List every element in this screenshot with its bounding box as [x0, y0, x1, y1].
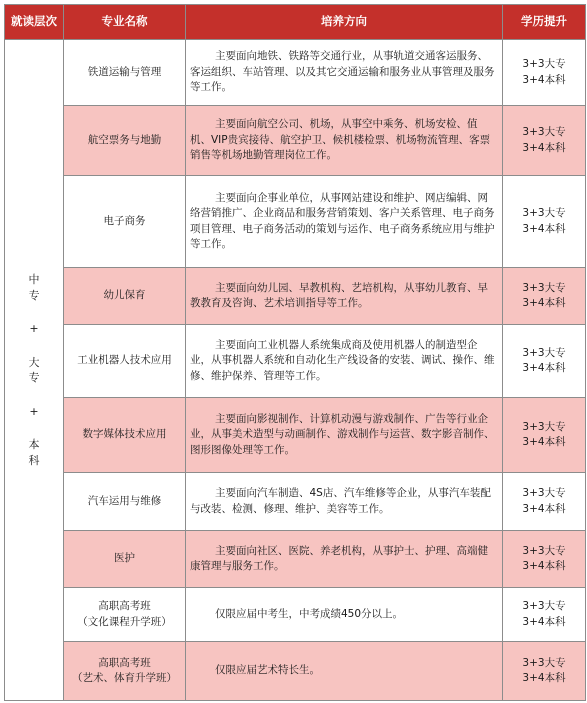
direction-cell	[186, 473, 503, 531]
edu-line: 3+4本科	[522, 502, 566, 515]
edu-line: 3+4本科	[522, 672, 566, 684]
major-name: 数字媒体技术应用	[82, 428, 167, 441]
edu-line: 3+4本科	[522, 362, 566, 374]
edu-line: 3+3大专	[522, 58, 566, 70]
edu-line: 3+3大专	[522, 544, 566, 557]
major-name-cell	[64, 473, 186, 531]
direction-cell	[186, 268, 503, 325]
education-cell	[503, 176, 586, 268]
direction-text: 主要面向航空公司、机场，从事空中乘务、机场安检、值机、VIP贵宾接待、航空护卫、候机楼检票、机场物流管理、客票销售等机场地勤管理岗位工作。	[190, 118, 491, 162]
direction-text: 主要面向工业机器人系统集成商及使用机器人的制造型企业，从事机器人系统和自动化生产线设备的安装、调试、操作、维修、维护保养、管理等工作。	[190, 338, 495, 382]
level-char: 大	[28, 355, 40, 369]
direction-cell	[186, 588, 503, 642]
direction-cell	[186, 531, 503, 588]
edu-line: 3+4本科	[522, 436, 566, 448]
major-name-cell	[64, 398, 186, 473]
education-cell	[503, 106, 586, 176]
education-cell	[503, 588, 586, 642]
direction-text: 主要面向企事业单位，从事网站建设和维护、网店编辑、网络营销推广、企业商品和服务营销策划、客户关系管理、电子商务项目管理、电子商务活动的策划与运作、电子商务系统应用与维护等工作。	[190, 191, 495, 250]
edu-line: 3+4本科	[522, 141, 566, 154]
major-name-sub: （文化课程升学班）	[77, 615, 172, 628]
direction-cell	[186, 176, 503, 268]
major-name: 电子商务	[103, 214, 146, 227]
edu-line: 3+3大专	[522, 126, 566, 138]
direction-cell	[186, 40, 503, 106]
education-cell	[503, 642, 586, 701]
major-name: 高职高考班	[98, 600, 151, 612]
table-row	[5, 642, 586, 701]
major-name: 铁道运输与管理	[87, 65, 162, 78]
table-row	[5, 588, 586, 642]
edu-line: 3+4本科	[522, 297, 566, 309]
edu-line: 3+3大专	[522, 207, 566, 219]
direction-cell	[186, 106, 503, 176]
header-direction: 培养方向	[186, 5, 503, 40]
level-char: 专	[28, 371, 40, 384]
table-row	[5, 473, 586, 531]
edu-line: 3+4本科	[522, 615, 566, 628]
header-row	[5, 5, 586, 40]
direction-text: 主要面向幼儿园、早教机构、艺培机构，从事幼儿教育、早教教育及咨询、艺术培训指导等工作。	[190, 281, 488, 309]
table-row	[5, 106, 586, 176]
education-cell	[503, 40, 586, 106]
major-name-cell	[64, 106, 186, 176]
table-row	[5, 325, 586, 398]
major-name: 航空票务与地勤	[87, 133, 162, 146]
table-row	[5, 398, 586, 473]
edu-line: 3+4本科	[522, 560, 566, 572]
header-major: 专业名称	[64, 5, 186, 40]
level-char: +	[29, 322, 39, 335]
edu-line: 3+3大专	[522, 346, 566, 359]
direction-text: 主要面向汽车制造、4S店、汽车维修等企业，从事汽车装配与改装、检测、修理、维护、美容等工作。	[190, 487, 491, 515]
major-name-cell	[64, 642, 186, 701]
header-education: 学历提升	[503, 5, 586, 40]
education-cell	[503, 325, 586, 398]
major-name: 高职高考班	[98, 656, 151, 669]
level-char: +	[29, 404, 39, 418]
table-row	[5, 268, 586, 325]
major-name-cell	[64, 40, 186, 106]
major-name: 幼儿保育	[103, 289, 146, 302]
majors-table	[4, 4, 586, 701]
level-char: 中	[28, 273, 40, 286]
edu-line: 3+4本科	[522, 73, 566, 86]
edu-line: 3+4本科	[522, 222, 566, 235]
major-name-cell	[64, 588, 186, 642]
direction-text: 主要面向社区、医院、养老机构，从事护士、护理、高端健康管理与服务工作。	[190, 544, 488, 572]
major-name-cell	[64, 268, 186, 325]
direction-cell	[186, 642, 503, 701]
major-name: 医护	[114, 552, 135, 565]
major-name-cell	[64, 176, 186, 268]
table-row	[5, 40, 586, 106]
level-char: 科	[28, 453, 40, 467]
table-row	[5, 176, 586, 268]
header-level: 就读层次	[5, 5, 64, 40]
edu-line: 3+3大专	[522, 420, 566, 433]
level-cell	[5, 40, 64, 701]
level-char: 本	[28, 438, 40, 451]
direction-cell	[186, 398, 503, 473]
education-cell	[503, 531, 586, 588]
edu-line: 3+3大专	[522, 281, 566, 294]
major-name-sub: （艺术、体育升学班）	[72, 672, 177, 684]
education-cell	[503, 268, 586, 325]
direction-text: 仅限应届艺术特长生。	[215, 664, 320, 677]
direction-text: 主要面向影视制作、计算机动漫与游戏制作、广告等行业企业，从事美术造型与动画制作、游戏制作与运营、数字影音制作、图形图像处理等工作。	[190, 412, 495, 456]
major-name: 汽车运用与维修	[87, 494, 162, 507]
direction-text: 主要面向地铁、铁路等交通行业，从事轨道交通客运服务、客运组织、车站管理、以及其它交通运输和服务业从事管理及服务等工作。	[190, 50, 495, 94]
table-row	[5, 531, 586, 588]
direction-text: 仅限应届中考生，中考成绩450分以上。	[215, 607, 404, 620]
education-cell	[503, 473, 586, 531]
level-char: 专	[28, 288, 40, 302]
edu-line: 3+3大专	[522, 487, 566, 499]
major-name: 工业机器人技术应用	[77, 354, 172, 367]
major-name-cell	[64, 531, 186, 588]
direction-cell	[186, 325, 503, 398]
major-name-cell	[64, 325, 186, 398]
edu-line: 3+3大专	[522, 656, 566, 669]
edu-line: 3+3大专	[522, 600, 566, 612]
education-cell	[503, 398, 586, 473]
